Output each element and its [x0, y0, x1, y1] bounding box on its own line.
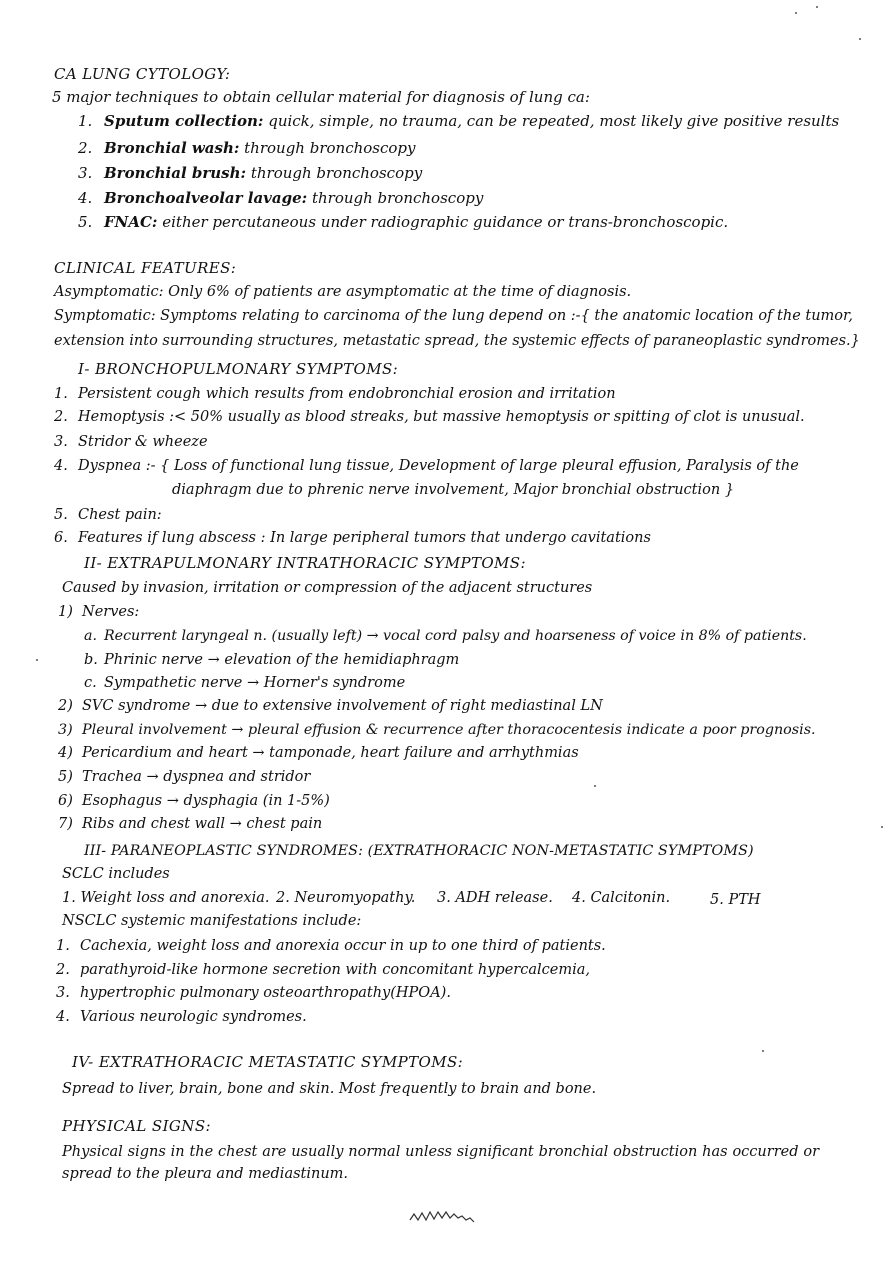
sclc-item: 5. PTH [710, 892, 761, 908]
scan-speck [816, 6, 818, 8]
list-item: 2. parathyroid-like hormone secretion with concomitant hypercalcemia, [56, 962, 590, 978]
list-item: 1) Nerves: [58, 604, 140, 620]
subsection-heading-metastatic: IV- EXTRATHORACIC METASTATIC SYMPTOMS: [72, 1053, 464, 1071]
list-item: 4. Various neurologic syndromes. [56, 1009, 307, 1025]
nsclc-intro: NSCLC systemic manifestations include: [62, 913, 362, 929]
list-item: 2) SVC syndrome → due to extensive involvement of right mediastinal LN [58, 698, 603, 714]
list-item: 3. hypertrophic pulmonary osteoarthropathy(HPOA). [56, 985, 451, 1001]
scan-speck [795, 12, 797, 14]
list-item: 5. Chest pain: [54, 507, 162, 523]
sclc-item: 1. Weight loss and anorexia. [62, 890, 270, 906]
sclc-item: 3. ADH release. [437, 890, 553, 906]
list-item: 3. Stridor & wheeze [54, 434, 208, 450]
technique-item: 1. Sputum collection: quick, simple, no trauma, can be repeated, most likely give positive results [78, 112, 840, 130]
sclc-item: 2. Neuromyopathy. [276, 890, 416, 906]
metastatic-text: Spread to liver, brain, bone and skin. Most frequently to brain and bone. [62, 1081, 597, 1097]
scan-speck [36, 659, 38, 661]
list-item: 1. Persistent cough which results from endobronchial erosion and irritation [54, 386, 616, 402]
list-item: 7) Ribs and chest wall → chest pain [58, 816, 323, 832]
sub-list-item: a. Recurrent laryngeal n. (usually left) → vocal cord palsy and hoarseness of voice in 8% of patients. [84, 628, 807, 644]
list-item: 5) Trachea → dyspnea and stridor [58, 769, 311, 785]
section-title-cytology: CA LUNG CYTOLOGY: [54, 65, 231, 83]
section-title-clinical: CLINICAL FEATURES: [54, 259, 237, 277]
list-item-continuation: diaphragm due to phrenic nerve involvement, Major bronchial obstruction } [172, 482, 735, 498]
scan-speck [762, 1050, 764, 1052]
symptomatic-text-line1: Symptomatic: Symptoms relating to carcinoma of the lung depend on :-{ the anatomic location of the tumor, [54, 308, 853, 324]
list-item: 4. Dyspnea :- { Loss of functional lung tissue, Development of large pleural effusion, Paralysis of the [54, 458, 799, 474]
scan-speck [881, 826, 883, 828]
asymptomatic-text: Asymptomatic: Only 6% of patients are asymptomatic at the time of diagnosis. [54, 284, 632, 300]
scan-speck [594, 785, 596, 787]
technique-item: 4. Bronchoalveolar lavage: through bronchoscopy [78, 189, 484, 207]
technique-item: 5. FNAC: either percutaneous under radiographic guidance or trans-bronchoscopic. [78, 213, 729, 231]
scan-speck [859, 38, 861, 40]
sub-list-item: c. Sympathetic nerve → Horner's syndrome [84, 675, 406, 691]
sub-list-item: b. Phrinic nerve → elevation of the hemidiaphragm [84, 652, 460, 668]
technique-item: 2. Bronchial wash: through bronchoscopy [78, 139, 416, 157]
section-title-physical-signs: PHYSICAL SIGNS: [62, 1117, 211, 1135]
extrapulmonary-intro: Caused by invasion, irritation or compression of the adjacent structures [62, 580, 593, 596]
symptomatic-text-line2: extension into surrounding structures, metastatic spread, the systemic effects of paraneoplastic syndromes.} [54, 333, 860, 349]
list-item: 6. Features if lung abscess : In large peripheral tumors that undergo cavitations [54, 530, 651, 546]
physical-signs-text: Physical signs in the chest are usually normal unless significant bronchial obstruction has occurred or spread to the pleura and mediastinum. [62, 1144, 819, 1182]
subsection-heading-bronchopulmonary: I- BRONCHOPULMONARY SYMPTOMS: [78, 360, 399, 378]
technique-item: 3. Bronchial brush: through bronchoscopy [78, 164, 423, 182]
techniques-intro: 5 major techniques to obtain cellular material for diagnosis of lung ca: [52, 88, 590, 106]
decorative-squiggle-icon [408, 1206, 476, 1226]
sclc-intro: SCLC includes [62, 866, 170, 882]
list-item: 1. Cachexia, weight loss and anorexia occur in up to one third of patients. [56, 938, 606, 954]
subsection-heading-extrapulmonary: II- EXTRAPULMONARY INTRATHORACIC SYMPTOMS: [84, 554, 526, 572]
list-item: 2. Hemoptysis :< 50% usually as blood streaks, but massive hemoptysis or spitting of clot is unusual. [54, 409, 805, 425]
list-item: 3) Pleural involvement → pleural effusion & recurrence after thoracocentesis indicate a poor prognosis. [58, 722, 816, 738]
list-item: 6) Esophagus → dysphagia (in 1-5%) [58, 793, 330, 809]
list-item: 4) Pericardium and heart → tamponade, heart failure and arrhythmias [58, 745, 579, 761]
subsection-heading-paraneoplastic: III- PARANEOPLASTIC SYNDROMES: (EXTRATHORACIC NON-METASTATIC SYMPTOMS) [84, 843, 754, 859]
sclc-item: 4. Calcitonin. [572, 890, 671, 906]
